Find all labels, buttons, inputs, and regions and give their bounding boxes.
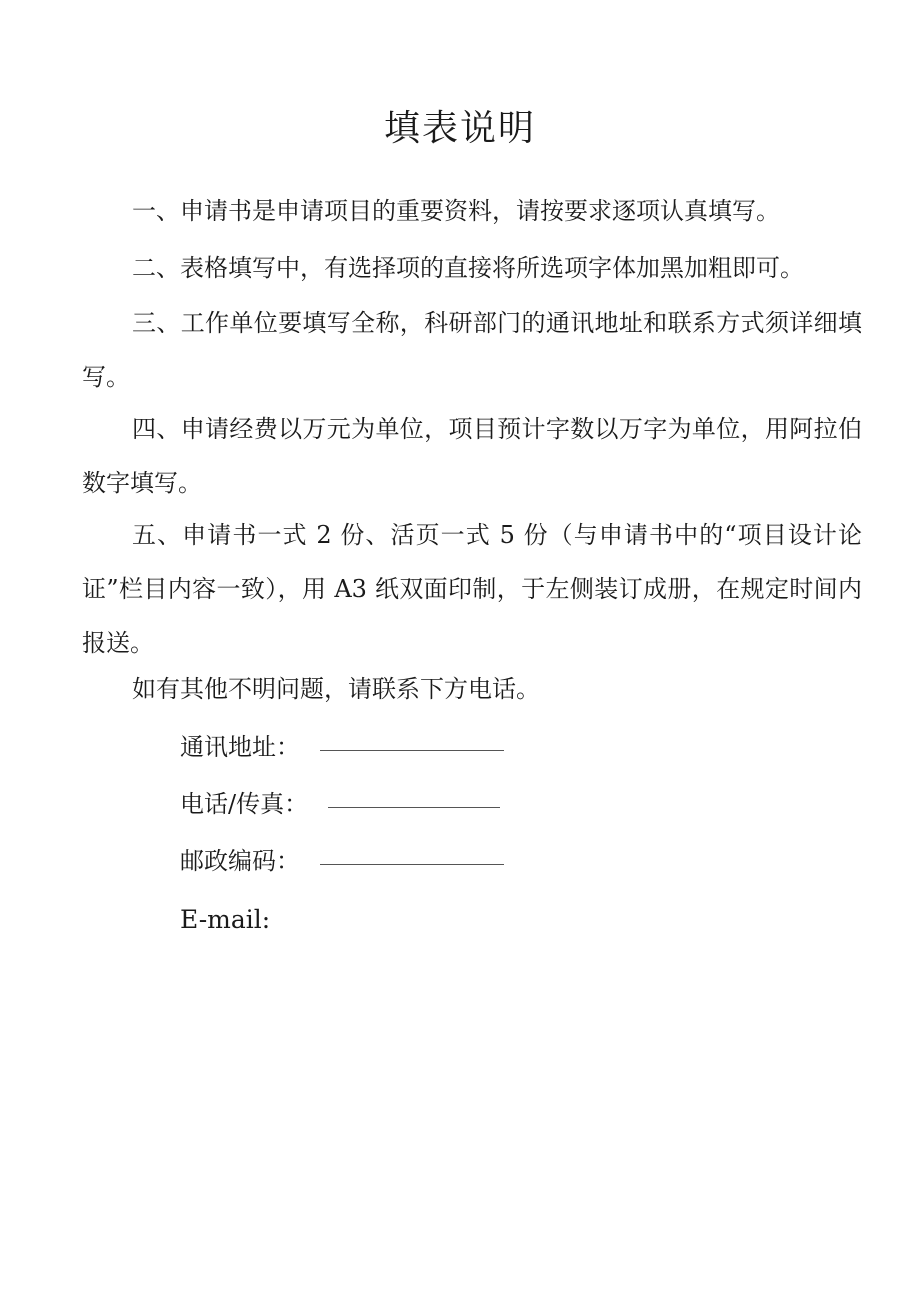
page-title: 填表说明	[383, 108, 536, 149]
instruction-paragraph-2: 二、表格填写中，有选择项的直接将所选项字体加黑加粗即可。	[132, 254, 804, 282]
instruction-paragraph-4: 四、申请经费以万元为单位，项目预计字数以万字为单位，用阿拉伯数字填写。	[82, 415, 862, 497]
postcode-blank-line	[320, 863, 504, 865]
address-blank-line	[320, 749, 504, 751]
postcode-label: 邮政编码：	[180, 847, 300, 875]
phone-fax-blank-line	[328, 806, 500, 808]
phone-fax-label: 电话/传真：	[180, 790, 309, 818]
instruction-paragraph-1: 一、申请书是申请项目的重要资料，请按要求逐项认真填写。	[132, 197, 780, 225]
address-label: 通讯地址：	[180, 733, 300, 761]
phone-fax-row	[180, 784, 500, 824]
contact-note: 如有其他不明问题，请联系下方电话。	[132, 675, 540, 703]
email-label: E-mail:	[180, 905, 271, 934]
instruction-paragraph-3: 三、工作单位要填写全称，科研部门的通讯地址和联系方式须详细填写。	[82, 309, 862, 391]
email-row	[180, 900, 270, 940]
address-row	[180, 727, 504, 767]
instruction-paragraph-5: 五、申请书一式 2 份、活页一式 5 份（与申请书中的“项目设计论证”栏目内容一致），用 A3 纸双面印制，于左侧装订成册，在规定时间内报送。	[82, 521, 862, 657]
postcode-row	[180, 841, 504, 881]
